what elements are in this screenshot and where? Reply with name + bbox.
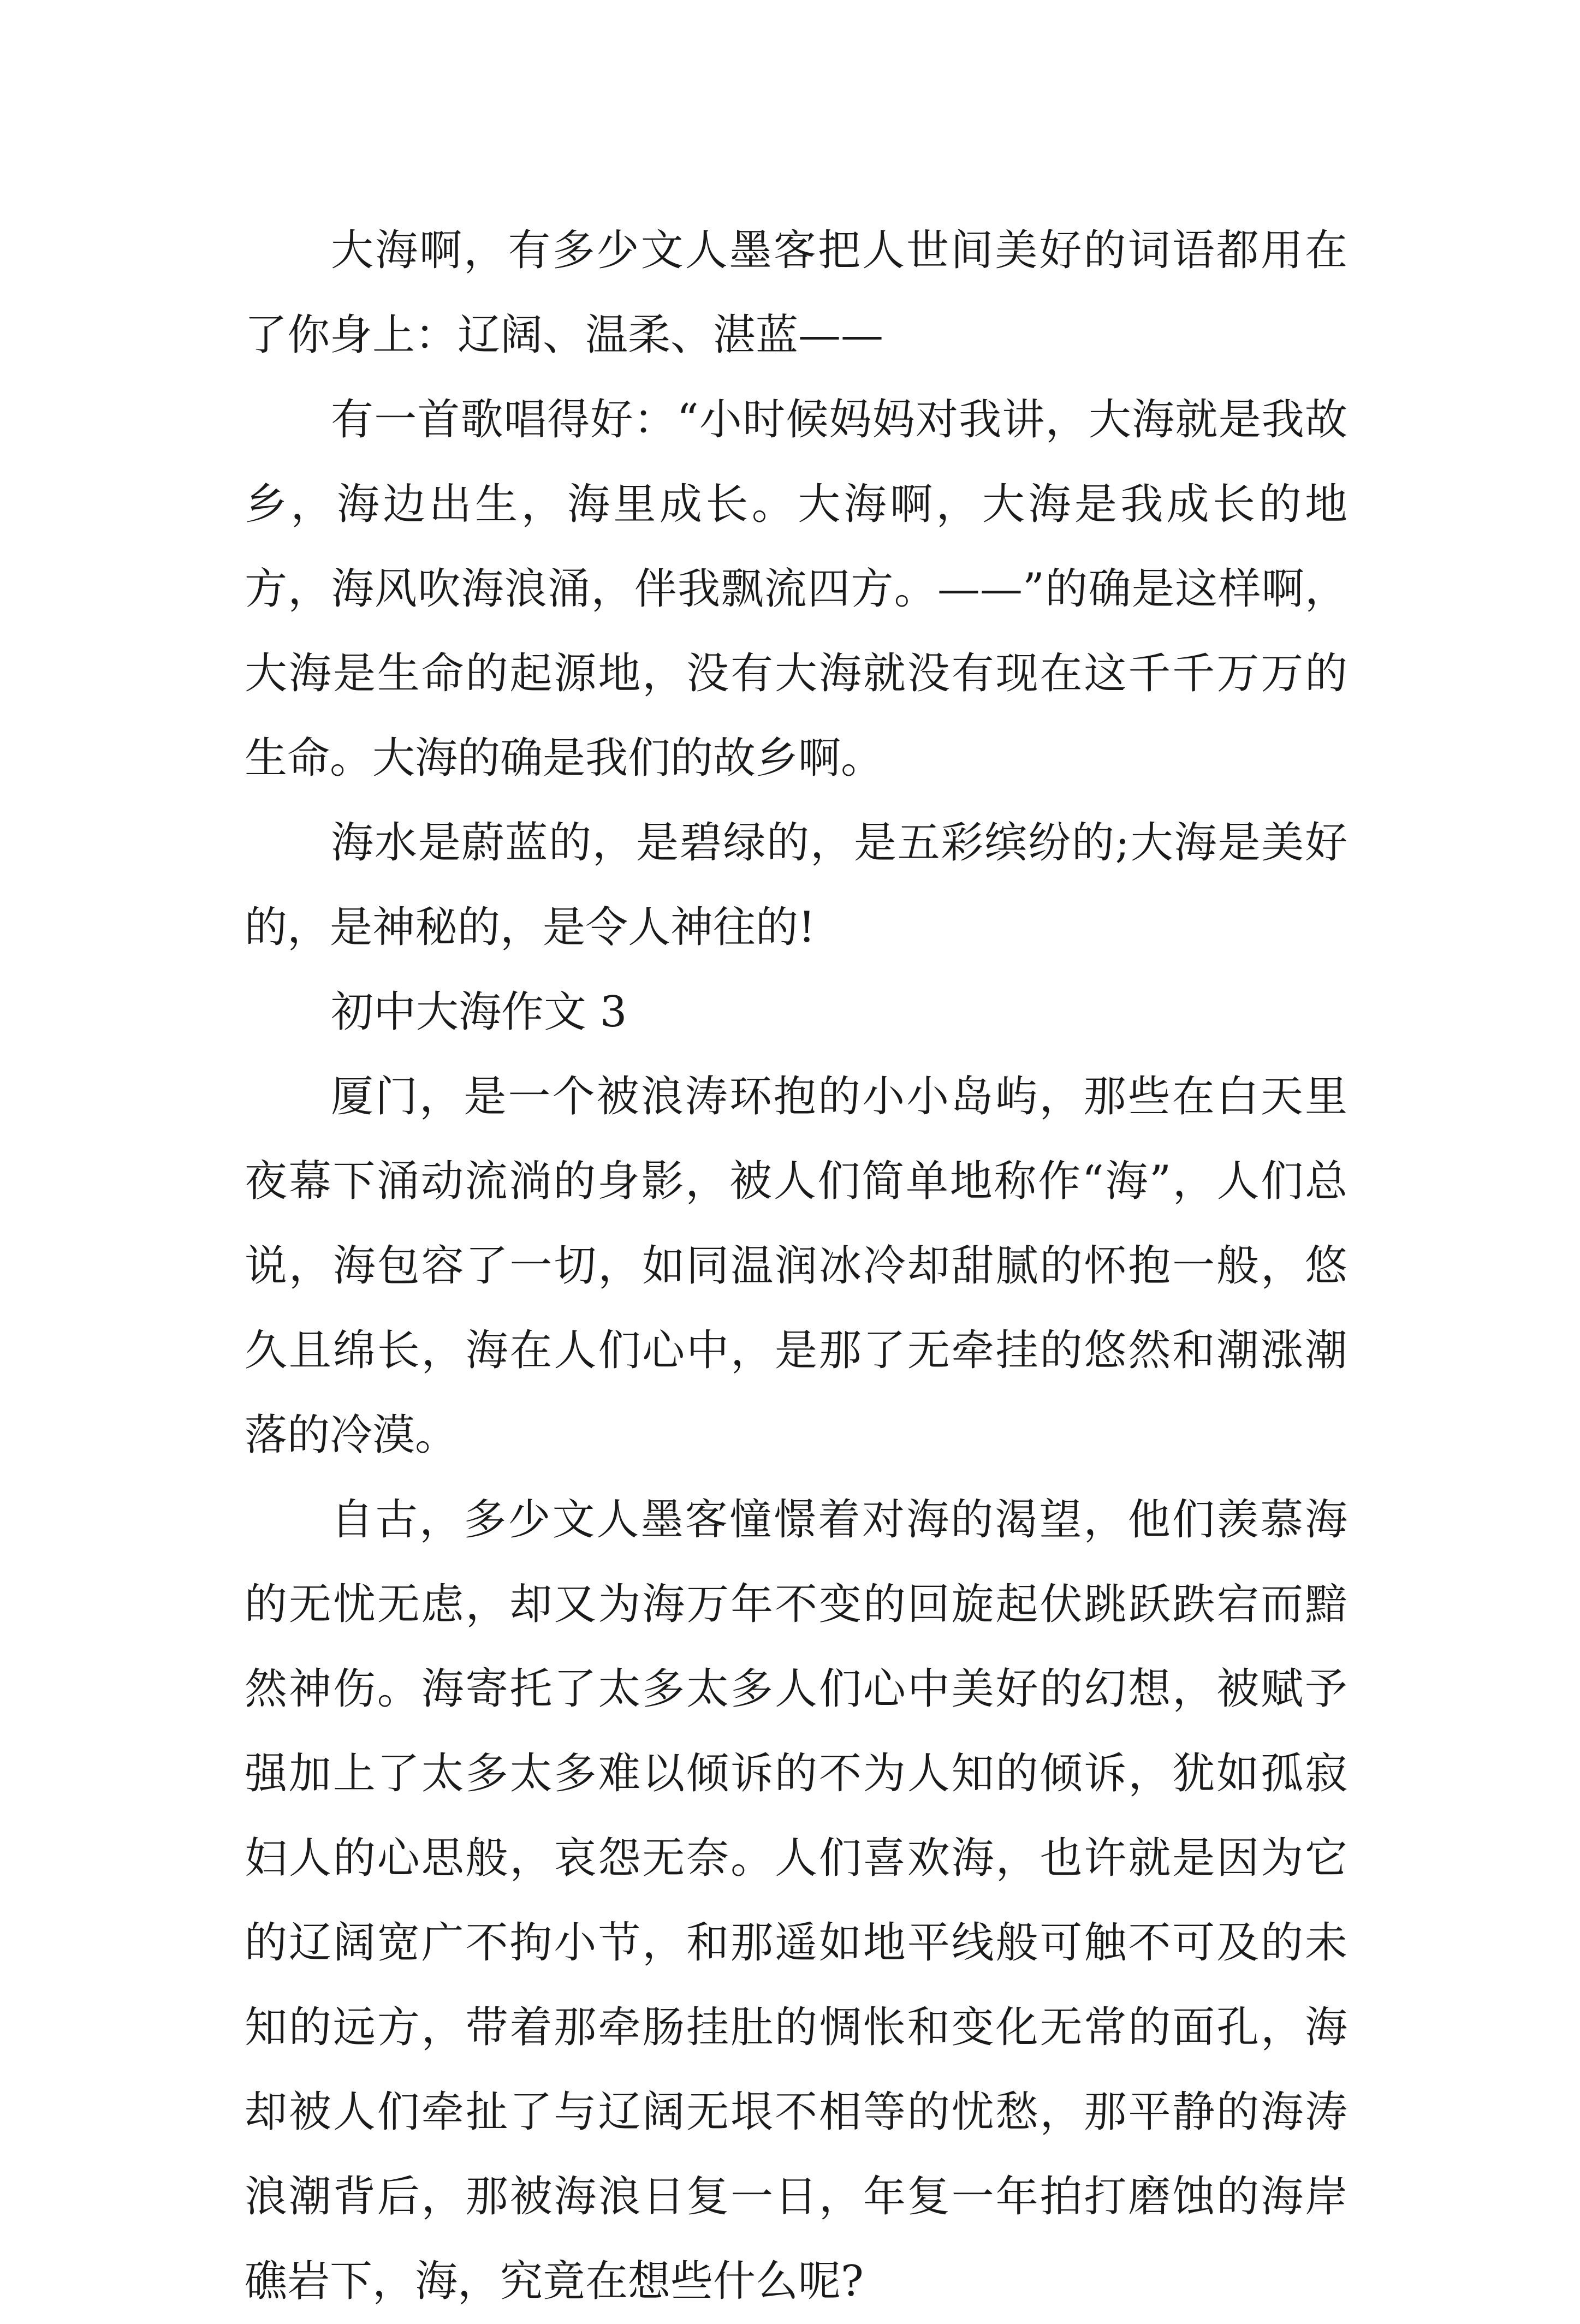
- paragraph-2: 有一首歌唱得好：“小时候妈妈对我讲，大海就是我故乡，海边出生，海里成长。大海啊，大海是我成长的地方，海风吹海浪涌，伴我飘流四方。——”的确是这样啊，大海是生命的起源地，没有大海就没有现在这千千万万的生命。大海的确是我们的故乡啊。: [245, 395, 1347, 783]
- paragraph-3: 海水是蔚蓝的，是碧绿的，是五彩缤纷的;大海是美好的，是神秘的，是令人神往的!: [245, 818, 1347, 952]
- paragraph-4: 厦门，是一个被浪涛环抱的小小岛屿，那些在白天里夜幕下涌动流淌的身影，被人们简单地称作“海”，人们总说，海包容了一切，如同温润冰冷却甜腻的怀抱一般，悠久且绵长，海在人们心中，是那了无牵挂的悠然和潮涨潮落的冷漠。: [245, 1072, 1347, 1460]
- paragraph-1: 大海啊，有多少文人墨客把人世间美好的词语都用在了你身上：辽阔、温柔、湛蓝——: [245, 226, 1347, 360]
- paragraph-5: 自古，多少文人墨客憧憬着对海的渴望，他们羡慕海的无忧无虑，却又为海万年不变的回旋起伏跳跃跌宕而黯然神伤。海寄托了太多太多人们心中美好的幻想，被赋予强加上了太多太多难以倾诉的不为人知的倾诉，犹如孤寂妇人的心思般，哀怨无奈。人们喜欢海，也许就是因为它的辽阔宽广不拘小节，和那遥如地平线般可触不可及的未知的远方，带着那牵肠挂肚的惆怅和变化无常的面孔，海却被人们牵扯了与辽阔无垠不相等的忧愁，那平静的海涛浪潮背后，那被海浪日复一日，年复一年拍打磨蚀的海岸礁岩下，海，究竟在想些什么呢?: [245, 1495, 1347, 2306]
- section-heading: 初中大海作文 3: [331, 988, 627, 1037]
- document-body: [245, 209, 1347, 2324]
